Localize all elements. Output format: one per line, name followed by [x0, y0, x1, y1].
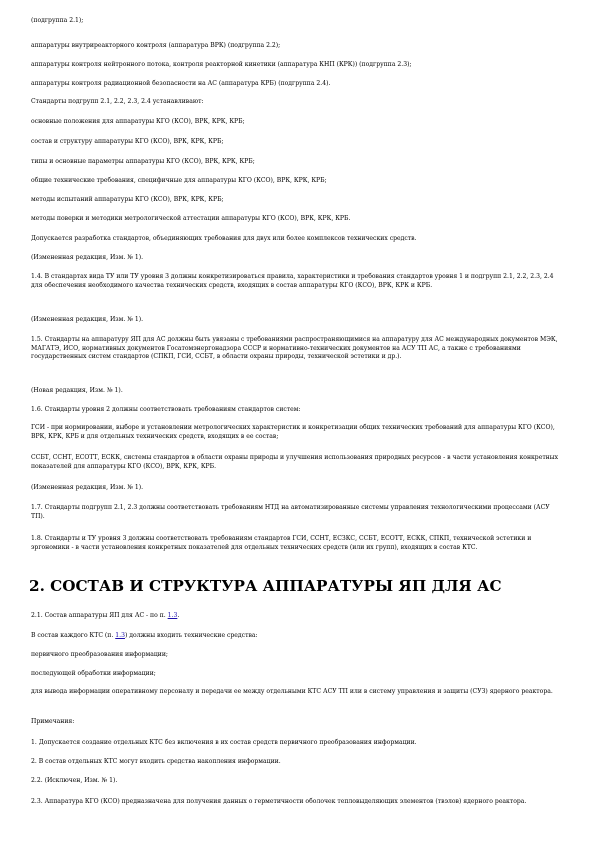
list-item: общие технические требования, специфичные для аппаратуры КГО (КСО), ВРК, КРК, КРБ; — [31, 177, 327, 184]
paragraph: 2.2. (Исключен, Изм. № 1). — [31, 777, 118, 784]
list-item: для вывода информации оперативному персоналу и передачи ее между отдельными КТС АСУ ТП или в систему управления и защиты (СУЗ) ядерного реактора. — [31, 688, 553, 695]
note-item: 2. В состав отдельных КТС могут входить средства накопления информации. — [31, 758, 281, 765]
text-run: ) должны входить технические средства: — [124, 632, 258, 639]
text-run: 2.1. Состав аппаратуры ЯП для АС - по п. — [31, 612, 168, 619]
list-item: аппаратуры внутриреакторного контроля (аппаратура ВРК) (подгруппа 2.2); — [31, 42, 281, 49]
list-item: (подгруппа 2.1); — [31, 17, 84, 24]
paragraph: 1.8. Стандарты и ТУ уровня 3 должны соответствовать требованиям стандартов ГСИ, ССНТ, ЕСЗКС, ССБТ, ЕСОТТ, ЕСКК, СПКП, технической эстетики и эргономики - в части установления конкретных показателей для отдельных технических средств (или их групп), входящих в состав КТС. — [31, 535, 532, 551]
amendment-note: (Измененная редакция, Изм. № 1). — [31, 484, 144, 491]
list-item: типы и основные параметры аппаратуры КГО (КСО), ВРК, КРК, КРБ; — [31, 158, 255, 165]
paragraph: 1.5. Стандарты на аппаратуру ЯП для АС должны быть увязаны с требованиями распространяющимися на аппаратуру для АС международных документов МЭК, МАГАТЭ, ИСО, нормативных документов Госатомэнергонадзора СССР и нормативно-технических документов на АСУ ТП АС, а также с требованиями государственных систем стандартов (СПКП, ГСИ, ССБТ, в области охраны природы, технической эстетики и др.). — [31, 336, 558, 361]
paragraph: 1.7. Стандарты подгрупп 2.1, 2.3 должны соответствовать требованиям НТД на автоматизированные системы управления технологическими процессами (АСУ ТП). — [31, 504, 550, 520]
list-item: последующей обработки информации; — [31, 670, 156, 677]
list-item: первичного преобразования информации; — [31, 651, 168, 658]
list-item: аппаратуры контроля нейтронного потока, контроля реакторной кинетики (аппаратура КНП (КРК)) (подгруппа 2.3); — [31, 61, 412, 68]
reference-link[interactable]: 1.3 — [115, 632, 125, 639]
notes-heading: Примечания: — [31, 718, 75, 725]
paragraph: Стандарты подгрупп 2.1, 2.2, 2.3, 2.4 устанавливают: — [31, 98, 204, 105]
list-item: состав и структуру аппаратуры КГО (КСО), ВРК, КРК, КРБ; — [31, 138, 224, 145]
paragraph: 2.3. Аппаратура КГО (КСО) предназначена для получения данных о герметичности оболочек тепловыделяющих элементов (твэлов) ядерного реактора. — [31, 798, 527, 805]
paragraph: Допускается разработка стандартов, объединяющих требования для двух или более комплексов технических средств. — [31, 235, 417, 242]
paragraph — [31, 632, 563, 641]
amendment-note: (Измененная редакция, Изм. № 1). — [31, 254, 144, 261]
paragraph — [31, 612, 563, 621]
list-item: основные положения для аппаратуры КГО (КСО), ВРК, КРК, КРБ; — [31, 118, 245, 125]
list-item: методы испытаний аппаратуры КГО (КСО), ВРК, КРК, КРБ; — [31, 196, 224, 203]
list-item: аппаратуры контроля радиационной безопасности на АС (аппаратура КРБ) (подгруппа 2.4). — [31, 80, 331, 87]
amendment-note: (Новая редакция, Изм. № 1). — [31, 387, 123, 394]
paragraph: ССБТ, ССНТ, ЕСОТТ, ЕСКК, системы стандартов в области охраны природы и улучшения использования природных ресурсов - в части установления конкретных показателей для аппаратуры КГО (КСО), ВРК, КРК, КРБ. — [31, 454, 559, 470]
text-run: В состав каждого КТС (п. — [31, 632, 116, 639]
text-run: . — [177, 612, 180, 619]
reference-link[interactable]: 1.3 — [167, 612, 178, 619]
paragraph: 1.6. Стандарты уровня 2 должны соответствовать требованиям стандартов систем: — [31, 406, 301, 413]
amendment-note: (Измененная редакция, Изм. № 1). — [31, 316, 144, 323]
section-heading: 2. СОСТАВ И СТРУКТУРА АППАРАТУРЫ ЯП ДЛЯ АС — [29, 577, 502, 595]
paragraph: ГСИ - при нормировании, выборе и установлении метрологических характеристик и конкретизации общих технических требований для аппаратуры КГО (КСО), ВРК, КРК, КРБ и для отдельных технических средств, входящих в ее состав; — [31, 424, 555, 440]
paragraph: 1.4. В стандартах вида ТУ или ТУ уровня 3 должны конкретизироваться правила, характеристики и требования стандартов уровня 1 и подгрупп 2.1, 2.2, 2.3, 2.4 для обеспечения необходимого качества технических средств, входящих в состав аппаратуры КГО (КСО), ВРК, КРК и КРБ. — [31, 273, 554, 289]
note-item: 1. Допускается создание отдельных КТС без включения в их состав средств первичного преобразования информации. — [31, 739, 417, 746]
list-item: методы поверки и методики метрологической аттестации аппаратуры КГО (КСО), ВРК, КРК, КРБ. — [31, 215, 351, 222]
